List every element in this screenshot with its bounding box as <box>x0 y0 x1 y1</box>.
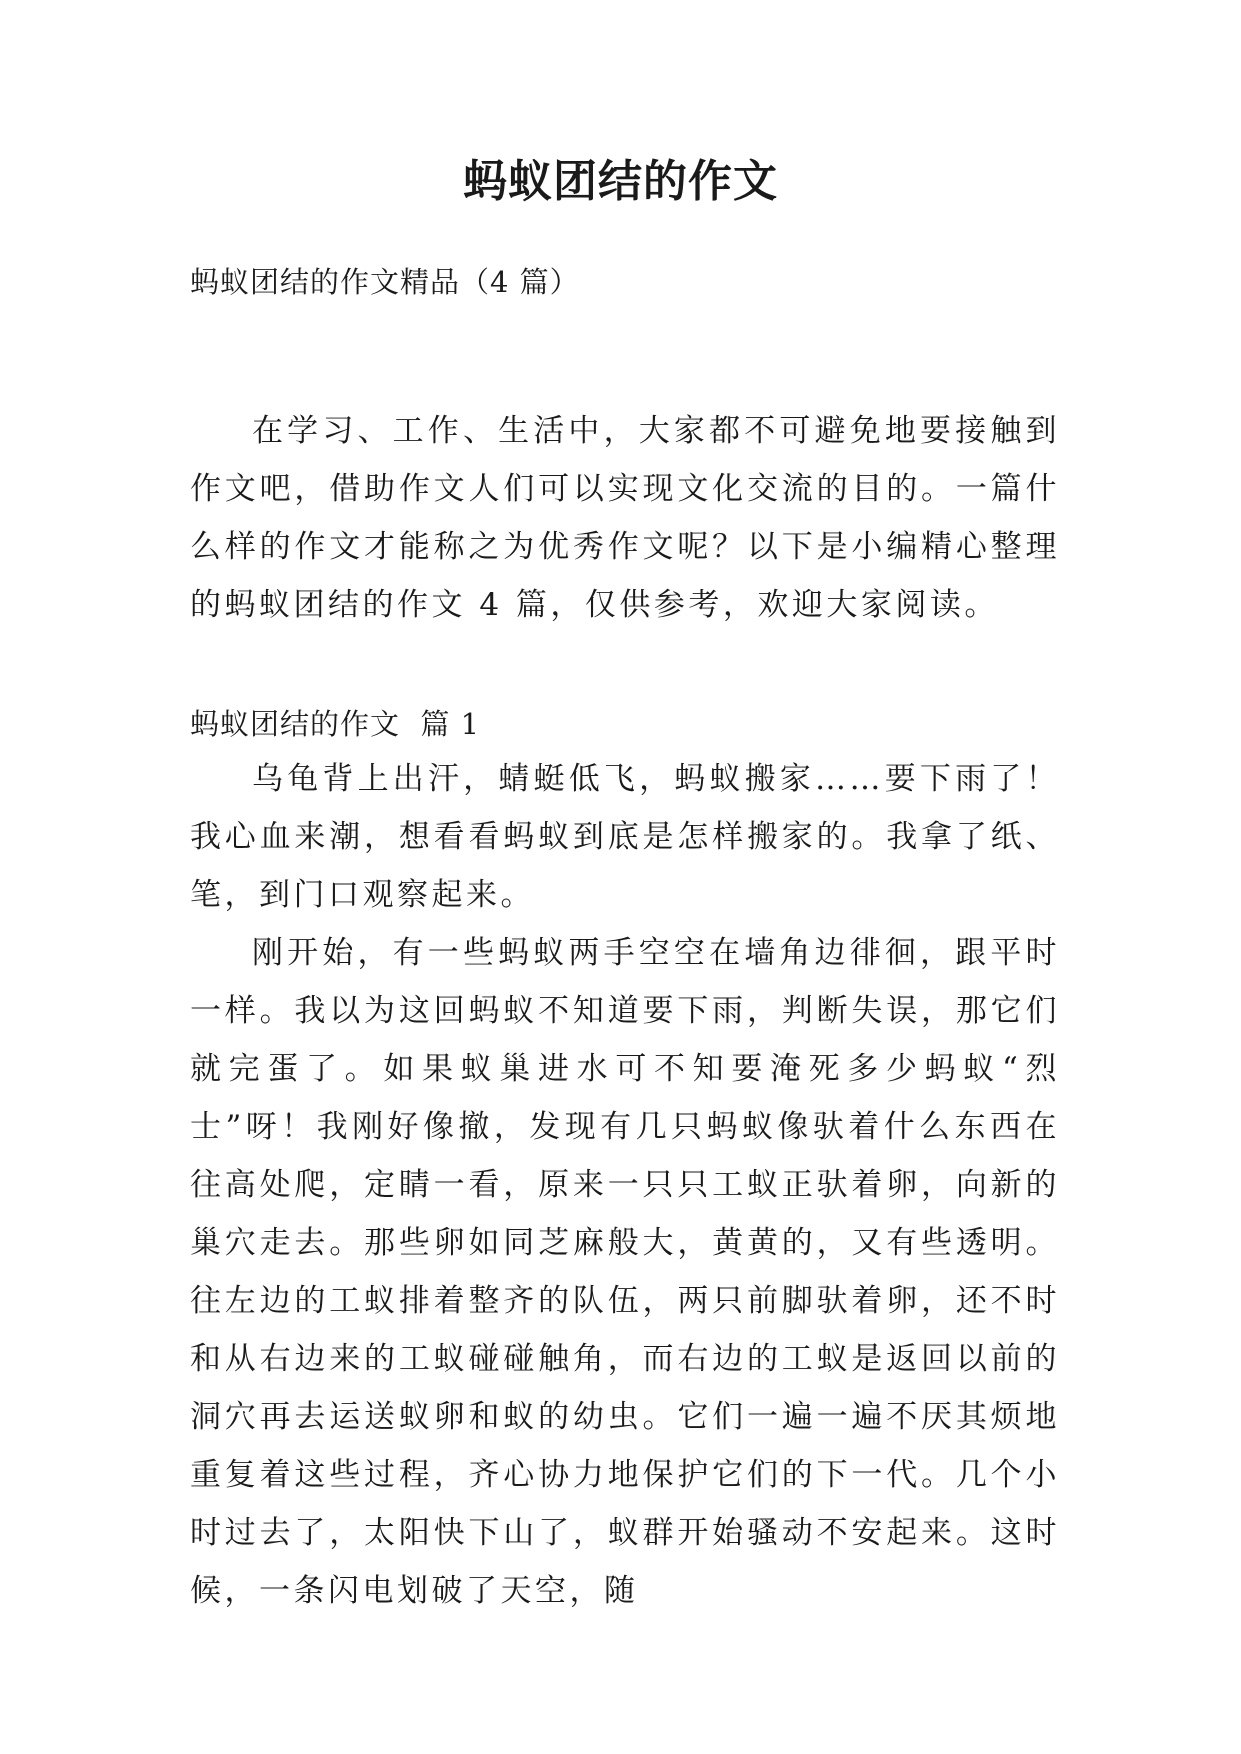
document-title: 蚂蚁团结的作文 <box>463 156 778 207</box>
body-paragraph-2: 刚开始，有一些蚂蚁两手空空在墙角边徘徊，跟平时一样。我以为这回蚂蚁不知道要下雨，判断失误，那它们就完蛋了。如果蚁巢进水可不知要淹死多少蚂蚁“烈士”呀！我刚好像撤，发现有几只蚂蚁像驮着什么东西在往高处爬，定睛一看，原来一只只工蚁正驮着卵，向新的巢穴走去。那些卵如同芝麻般大，黄黄的，又有些透明。往左边的工蚁排着整齐的队伍，两只前脚驮着卵，还不时和从右边来的工蚁碰碰触角，而右边的工蚁是返回以前的洞穴再去运送蚁卵和蚁的幼虫。它们一遍一遍不厌其烦地重复着这些过程，齐心协力地保护它们的下一代。几个小时过去了，太阳快下山了，蚁群开始骚动不安起来。这时候，一条闪电划破了天空，随 <box>190 935 1060 1609</box>
document-subtitle: 蚂蚁团结的作文精品（4 篇） <box>190 265 580 299</box>
intro-paragraph: 在学习、工作、生活中，大家都不可避免地要接触到作文吧，借助作文人们可以实现文化交流的目的。一篇什么样的作文才能称之为优秀作文呢？以下是小编精心整理的蚂蚁团结的作文 4 篇，仅供参考，欢迎大家阅读。 <box>190 413 1060 623</box>
intro-block <box>190 402 1060 634</box>
body-paragraph-1: 乌龟背上出汗，蜻蜓低飞，蚂蚁搬家……要下雨了！我心血来潮，想看看蚂蚁到底是怎样搬家的。我拿了纸、笔，到门口观察起来。 <box>190 761 1060 913</box>
body-text-block <box>190 750 1060 1620</box>
section-heading: 蚂蚁团结的作文 篇 1 <box>190 707 481 741</box>
